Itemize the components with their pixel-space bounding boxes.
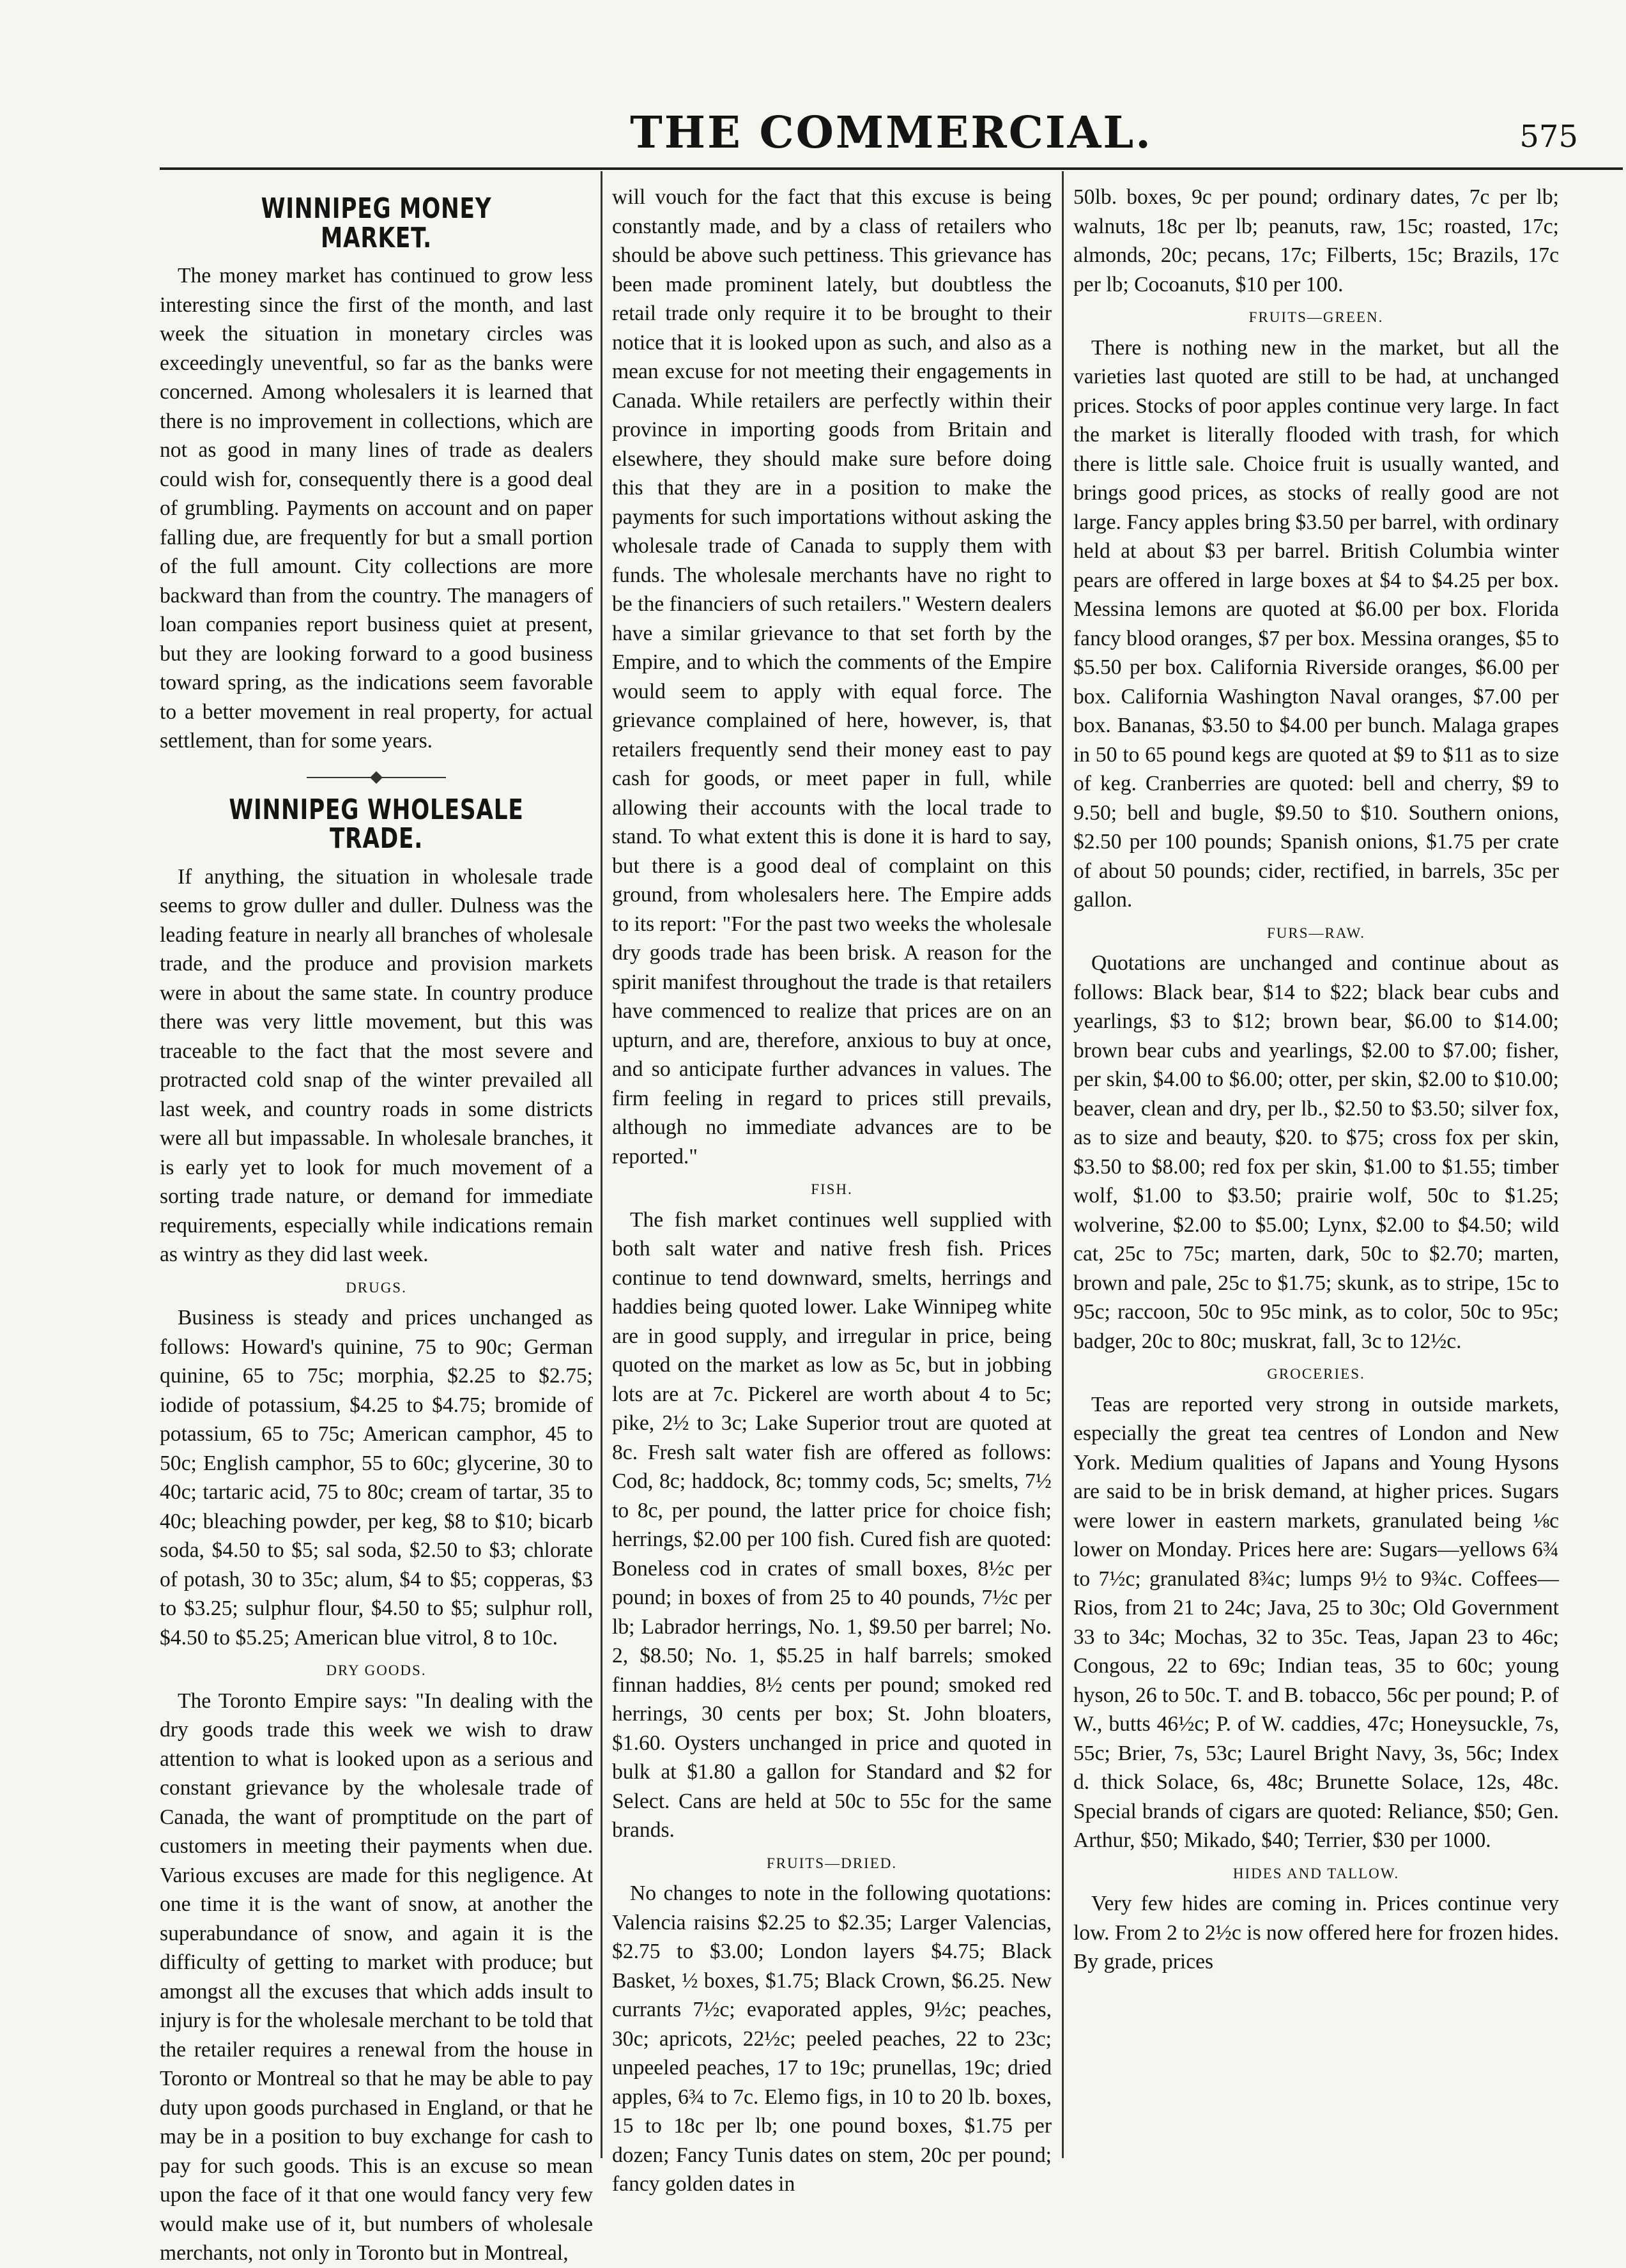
section-subhead: FRUITS—GREEN. xyxy=(1248,309,1384,325)
article-paragraph: Very few hides are coming in. Prices continue very low. From 2 to 2½c is now offered here for frozen hides. By grade, prices xyxy=(1073,1892,1559,1973)
article-paragraph: Teas are reported very strong in outside markets, especially the great tea centres of London and New York. Medium qualities of Japans and Young Hysons are said to be in brisk demand, at higher prices. Sugars were lower in eastern markets, granulated being ⅛c lower on Monday. Prices here are: Sugars—yellows 6¾ to 7½c; granulated 8¾c; lumps 9½ to 9¾c. Coffees—Rios, from 21 to 24c; Java, 25 to 30c; Old Government 33 to 34c; Mochas, 32 to 35c. Teas, Japan 23 to 46c; Congous, 22 to 69c; Indian teas, 35 to 60c; young hyson, 26 to 50c. T. and B. tobacco, 56c per pound; P. of W., butts 46½c; P. of W. caddies, 47c; Honeysuckle, 7s, 55c; Brier, 7s, 53c; Laurel Bright Navy, 3s, 56c; Index d. thick Solace, 6s, 48c; Brunette Solace, 12s, 48c. Special brands of cigars are quoted: Reliance, $50; Gen. Arthur, $50; Mikado, $40; Terrier, $30 per 1000. xyxy=(1073,1392,1559,1852)
article-paragraph: The Toronto Empire says: "In dealing with the dry goods trade this week we wish to draw attention to what is looked upon as a serious and constant grievance by the wholesale trade of Canada, the want of promptitude on the part of customers in meeting their payments when due. Various excuses are made for this negligence. At one time it is the want of snow, at another the superabundance of snow, and again it is the difficulty of getting to market with produce; but amongst all the excuses that which adds insult to injury is for the wholesale merchant to be told that the retailer requires a renewal from the house in Toronto or Montreal so that he may be able to pay duty upon goods purchased in England, or that he may be in a position to buy exchange for cash to pay for such goods. This is an excuse so mean upon the face of it that one would fancy very few would make use of it, but numbers of wholesale merchants, not only in Toronto but in Montreal, xyxy=(160,1689,593,2265)
section-subhead: FURS—RAW. xyxy=(1267,924,1365,941)
section-subhead: FRUITS—DRIED. xyxy=(766,1855,898,1871)
article-paragraph: If anything, the situation in wholesale trade seems to grow duller and duller. Dulness was the leading feature in nearly all branches of wholesale trade, and the produce and provision markets were in about the same state. In country produce there was very little movement, but this was traceable to the fact that the most severe and protracted cold snap of the winter prevailed all last week, and country roads in some districts were all but impassable. In wholesale branches, it is early yet to look for much movement of a sorting trade nature, or demand for immediate requirements, especially while indications remain as wintry as they did last week. xyxy=(160,864,593,1266)
article-headline: WINNIPEG WHOLESALE TRADE. xyxy=(229,793,524,855)
column-2 xyxy=(612,183,1052,2196)
page-number: 575 xyxy=(1519,119,1578,155)
article-paragraph: The fish market continues well supplied with both salt water and native fresh fish. Prices continue to tend downward, smelts, herrings and haddies being quoted lower. Lake Winnipeg white are in good supply, and irregular in price, being quoted on the market as low as 5c, but in jobbing lots are at 7c. Pickerel are worth about 4 to 5c; pike, 2½ to 3c; Lake Superior trout are quoted at 8c. Fresh salt water fish are offered as follows: Cod, 8c; haddock, 8c; tommy cods, 5c; smelts, 7½ to 8c, per pound, the latter price for choice fish; herrings, $2.00 per 100 fish. Cured fish are quoted: Boneless cod in crates of small boxes, 8½c per pound; in boxes of from 25 to 40 pounds, 7½c per lb; Labrador herrings, No. 1, $9.50 per barrel; No. 2, $8.50; No. 1, $5.25 in half barrels; smoked finnan haddies, 8½ cents per pound; smoked red herrings, 30 cents per box; St. John bloaters, $1.60. Oysters unchanged in price and quoted in bulk at $1.80 a gallon for Standard and $2 for Select. Cans are held at 50c to 55c for the same brands. xyxy=(612,1207,1052,1842)
article-paragraph: Business is steady and prices unchanged as follows: Howard's quinine, 75 to 90c; German quinine, 65 to 75c; morphia, $2.25 to $2.75; iodide of potassium, $4.25 to $4.75; bromide of potassium, 65 to 75c; American camphor, 45 to 50c; English camphor, 55 to 60c; glycerine, 30 to 40c; tartaric acid, 75 to 80c; cream of tartar, 35 to 40c; bleaching powder, per keg, $8 to $10; bicarb soda, $4.50 to $5; sal soda, $2.50 to $3; chlorate of potash, 30 to 35c; alum, $4 to $5; copperas, $3 to $3.25; sulphur flour, $4.50 to $5; sulphur roll, $4.50 to $5.25; American blue vitrol, 8 to 10c. xyxy=(160,1306,593,1650)
article-paragraph: No changes to note in the following quotations: Valencia raisins $2.25 to $2.35; Larger Valencias, $2.75 to $3.00; London layers $4.75; Black Basket, ½ boxes, $1.75; Black Crown, $6.25. New currants 7½c; evaporated apples, 9½c; peaches, 30c; apricots, 22½c; peeled peaches, 22 to 23c; unpeeled peaches, 17 to 19c; prunellas, 19c; dried apples, 6¾ to 7c. Elemo figs, in 10 to 20 lb. boxes, 15 to 18c per lb; one pound boxes, $1.75 per dozen; Fancy Tunis dates on stem, 20c per pound; fancy golden dates in xyxy=(612,1881,1052,2196)
article-paragraph: will vouch for the fact that this excuse is being constantly made, and by a class of retailers who should be above such pettiness. This grievance has been made prominent lately, but doubtless the retail trade only require it to be brought to their notice that it is looked upon as such, and also as a mean excuse for not meeting their engagements in Canada. While retailers are perfectly within their province in importing goods from Britain and elsewhere, they should make sure before doing this that they are in a position to make the payments for such importations without asking the wholesale trade of Canada to supply them with funds. The wholesale merchants have no right to be the financiers of such retailers." Western dealers have a similar grievance to that set forth by the Empire, and to which the comments of the Empire would seem to apply with equal force. The grievance complained of here, however, is, that retailers frequently send their money east to pay cash for goods, or meet paper in full, while allowing their accounts with the local trade to stand. To what extent this is done it is hard to say, but there is a good deal of complaint on this ground, from wholesalers here. The Empire adds to its report: "For the past two weeks the wholesale dry goods trade has been brisk. A reason for the spirit manifest throughout the trade is that retailers have commenced to realize that prices are on an upturn, and are, therefore, anxious to buy at once, and so anticipate further advances in values. The firm feeling in regard to prices still prevails, although no immediate advances are to be reported." xyxy=(612,185,1052,1168)
article-paragraph: Quotations are unchanged and continue about as follows: Black bear, $14 to $22; black bear cubs and yearlings, $3 to $12; brown bear, $6.00 to $14.00; brown bear cubs and yearlings, $2.00 to $7.00; fisher, per skin, $4.00 to $6.00; otter, per skin, $2.00 to $10.00; beaver, clean and dry, per lb., $2.50 to $3.50; silver fox, as to size and beauty, $20. to $75; cross fox per skin, $3.50 to $8.00; red fox per skin, $1.00 to $1.55; timber wolf, $1.00 to $3.50; prairie wolf, 50c to $1.25; wolverine, $2.00 to $5.00; Lynx, $2.00 to $4.50; wild cat, 25c to 75c; marten, dark, 50c to $2.70; marten, brown and pale, 25c to $1.75; skunk, as to stripe, 15c to 95c; raccoon, 50c to 95c mink, as to color, 50c to 95c; badger, 20c to 80c; muskrat, fall, 3c to 12½c. xyxy=(1073,951,1559,1353)
section-subhead: DRUGS. xyxy=(346,1279,407,1296)
article-paragraph: There is nothing new in the market, but all the varieties last quoted are still to be had, at unchanged prices. Stocks of poor apples continue very large. In fact the market is literally flooded with trash, for which there is little sale. Choice fruit is usually wanted, and brings good prices, as stocks of really good are not large. Fancy apples bring $3.50 per barrel, with ordinary held at about $3 per barrel. British Columbia winter pears are offered in large boxes at $4 to $4.25 per box. Messina lemons are quoted at $6.00 per box. Florida fancy blood oranges, $7 per box. Messina oranges, $5 to $5.50 per box. California Riverside oranges, $6.00 per box. California Washington Naval oranges, $7.00 per box. Bananas, $3.50 to $4.00 per bunch. Malaga grapes in 50 to 65 pound kegs are quoted at $9 to $11 as to size of keg. Cranberries are quoted: bell and cherry, $9 to 9.50; bell and bugle, $9.50 to $10. Southern onions, $2.50 per 100 pounds; Spanish onions, $1.75 per crate of about 50 pounds; cider, rectified, in barrels, 35c per gallon. xyxy=(1073,335,1559,912)
section-subhead: HIDES AND TALLOW. xyxy=(1232,1865,1400,1881)
article-paragraph: The money market has continued to grow less interesting since the first of the month, and last week the situation in monetary circles was exceedingly uneventful, so far as the banks were concerned. Among wholesalers it is learned that there is no improvement in collections, which are not as good in many lines of trade as dealers could wish for, consequently there is a good deal of grumbling. Payments on account and on paper falling due, are frequently for but a small portion of the full amount. City collections are more backward than from the country. The managers of loan companies report business quiet at present, but they are looking forward to a good business toward spring, as the indications seem favorable to a better movement in real property, for actual settlement, than for some years. xyxy=(160,264,593,753)
article-headline: WINNIPEG MONEY MARKET. xyxy=(261,192,492,254)
article-paragraph: 50lb. boxes, 9c per pound; ordinary dates, 7c per lb; walnuts, 18c per lb; peanuts, raw, 15c; roasted, 17c; almonds, 20c; pecans, 17c; Filberts, 15c; Brazils, 17c per lb; Cocoanuts, $10 per 100. xyxy=(1073,185,1559,296)
masthead-rule xyxy=(160,167,1623,170)
section-divider xyxy=(160,771,593,784)
column-rule xyxy=(1062,171,1064,2158)
column-1 xyxy=(160,183,593,2265)
publication-title: THE COMMERCIAL. xyxy=(630,107,1153,158)
masthead xyxy=(160,102,1623,166)
column-rule xyxy=(601,171,602,2158)
section-subhead: GROCERIES. xyxy=(1267,1366,1365,1382)
section-subhead: FISH. xyxy=(811,1181,853,1197)
column-3 xyxy=(1073,183,1559,2157)
section-subhead: DRY GOODS. xyxy=(326,1662,427,1678)
